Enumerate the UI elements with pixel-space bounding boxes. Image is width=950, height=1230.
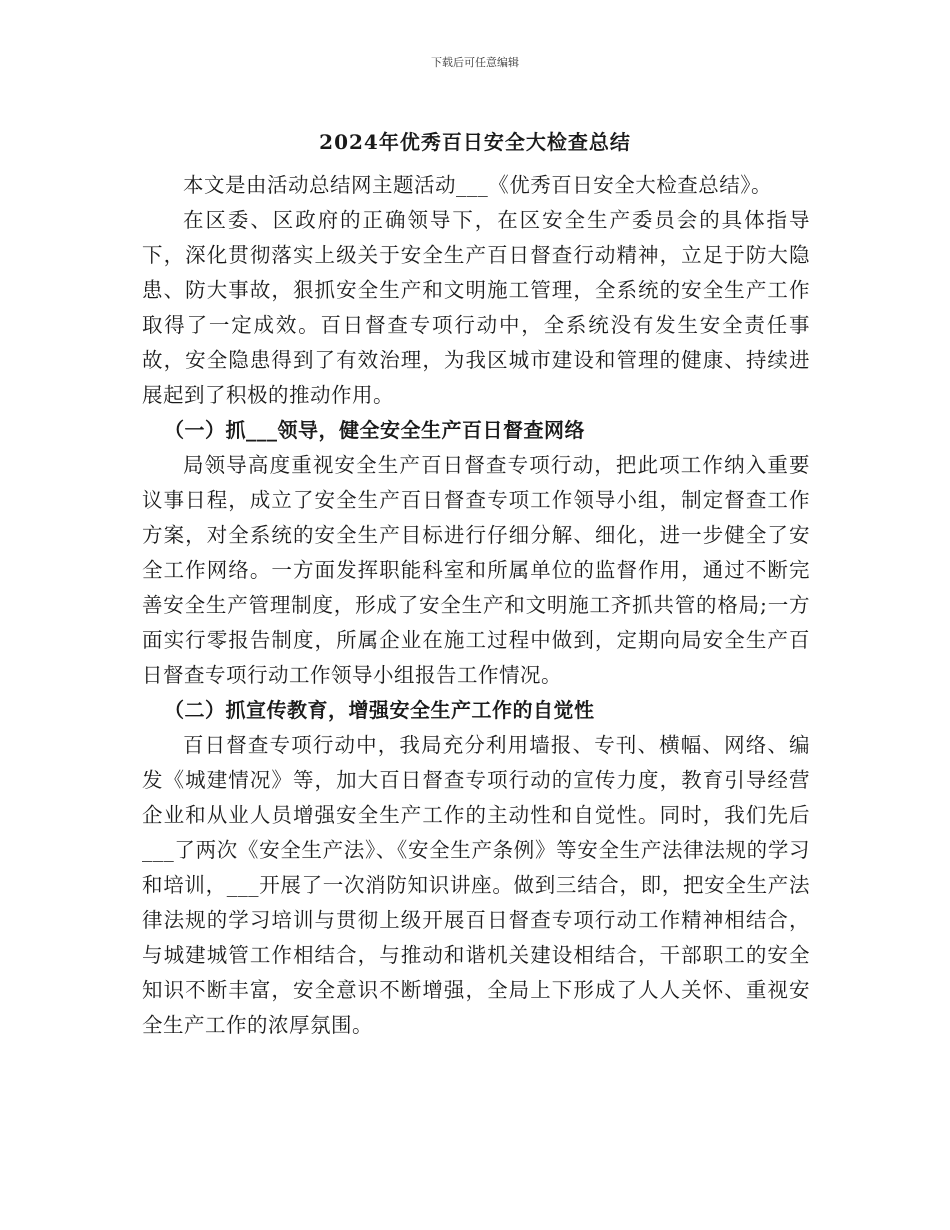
section-heading-1: （一）抓___领导，健全安全生产百日督查网络 (164, 418, 585, 442)
page-header-note: 下载后可任意编辑 (431, 56, 519, 69)
document-title: 2024年优秀百日安全大检查总结 (319, 130, 631, 154)
section-1-paragraph: 局领导高度重视安全生产百日督查专项行动，把此项工作纳入重要议事日程，成立了安全生产百日督查专项工作领导小组，制定督查工作方案，对全系统的安全生产目标进行仔细分解、细化，进一步健全了安全工作网络。一方面发挥职能科室和所属单位的监督作用，通过不断完善安全生产管理制度，形成了安全生产和文明施工齐抓共管的格局;一方面实行零报告制度，所属企业在施工过程中做到，定期向局安全生产百日督查专项行动工作领导小组报告工作情况。 (142, 453, 810, 687)
intro-paragraph: 本文是由活动总结网主题活动___《优秀百日安全大检查总结》。 (183, 173, 772, 197)
section-2-paragraph: 百日督查专项行动中，我局充分利用墙报、专刊、横幅、网络、编发《城建情况》等，加大百日督查专项行动的宣传力度，教育引导经营企业和从业人员增强安全生产工作的主动性和自觉性。同时，我们先后___了两次《安全生产法》、《安全生产条例》等安全生产法律法规的学习和培训，___开展了一次消防知识讲座。做到三结合，即，把安全生产法律法规的学习培训与贯彻上级开展百日督查专项行动工作精神相结合，与城建城管工作相结合，与推动和谐机关建设相结合，干部职工的安全知识不断丰富，安全意识不断增强，全局上下形成了人人关怀、重视安全生产工作的浓厚氛围。 (142, 733, 810, 1037)
document-body (142, 168, 810, 1043)
overview-paragraph: 在区委、区政府的正确领导下，在区安全生产委员会的具体指导下，深化贯彻落实上级关于安全生产百日督查行动精神，立足于防大隐患、防大事故，狠抓安全生产和文明施工管理，全系统的安全生产工作取得了一定成效。百日督查专项行动中，全系统没有发生安全责任事故，安全隐患得到了有效治理，为我区城市建设和管理的健康、持续进展起到了积极的推动作用。 (142, 208, 810, 407)
section-heading-2: （二）抓宣传教育，增强安全生产工作的自觉性 (164, 698, 595, 722)
